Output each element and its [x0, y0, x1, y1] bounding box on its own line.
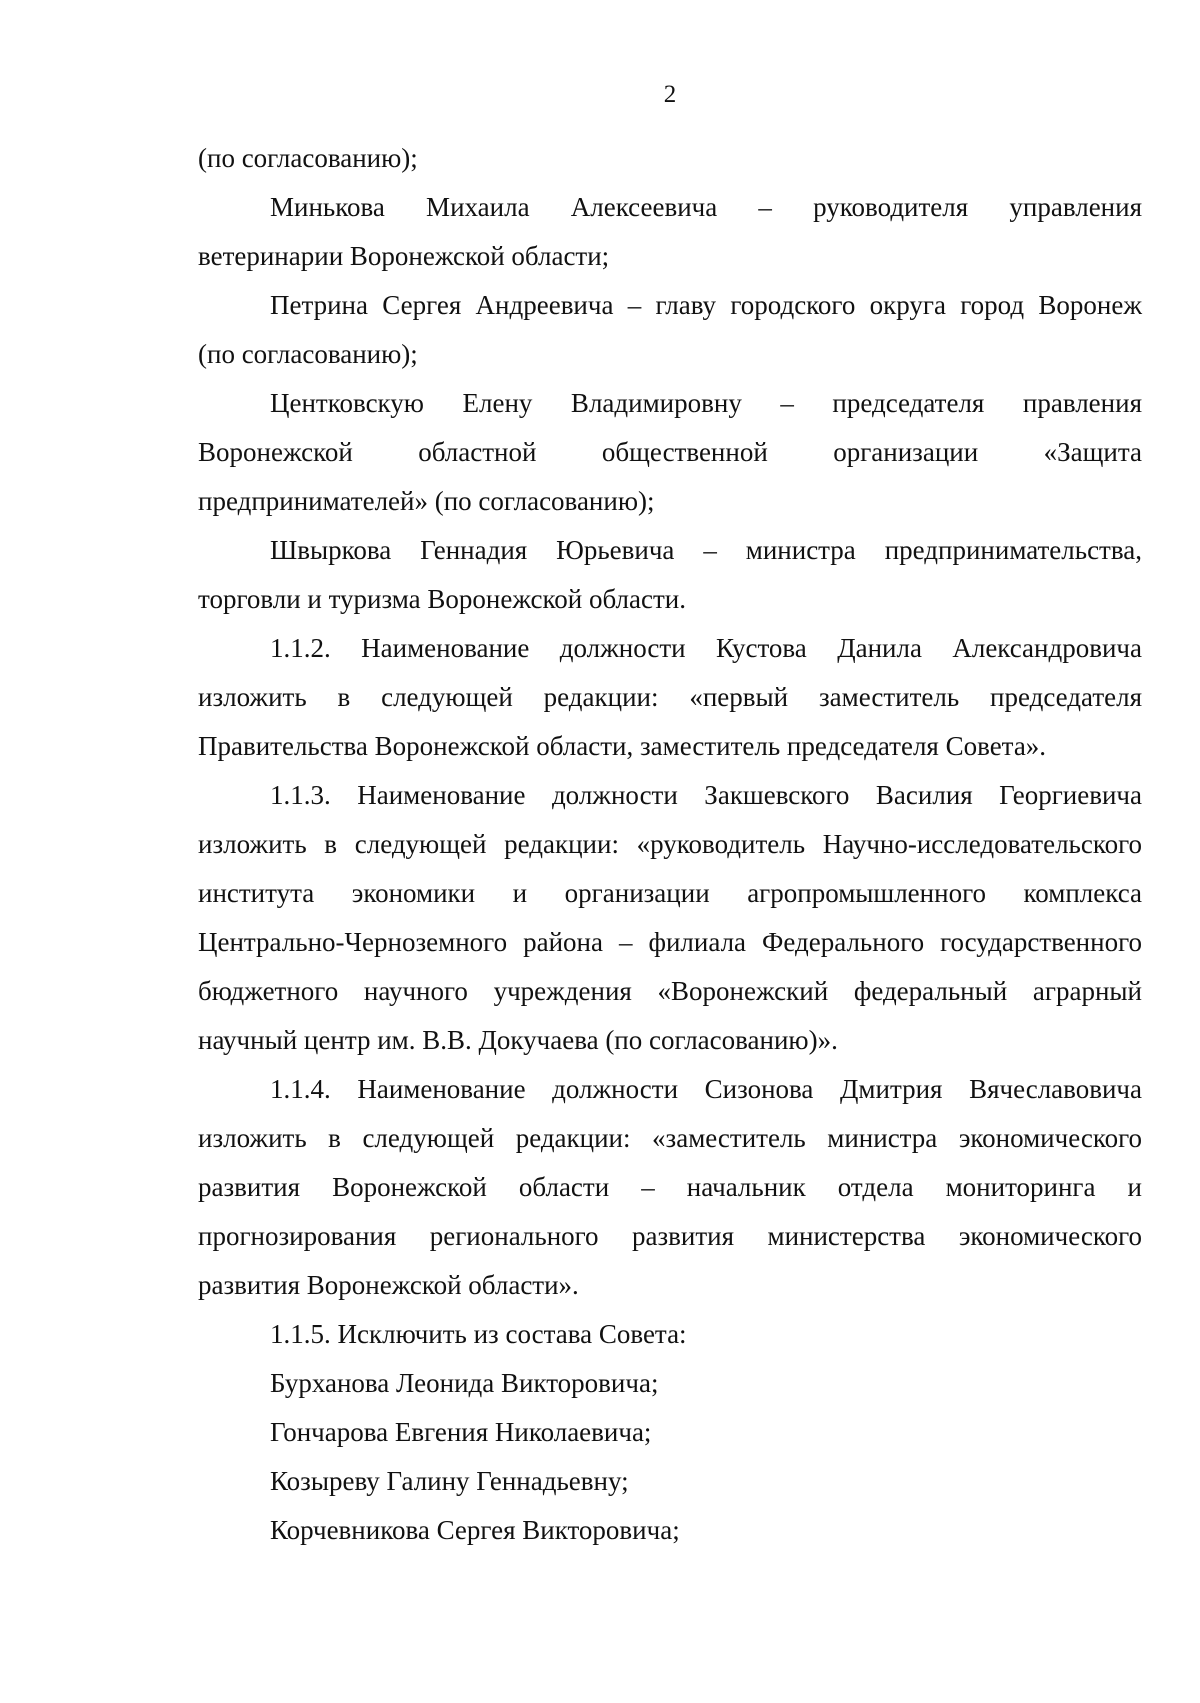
- text-line: Центрально-Черноземного района – филиала Федерального государственного: [198, 927, 1142, 957]
- text-line: 1.1.4. Наименование должности Сизонова Дмитрия Вячеславовича: [270, 1074, 1142, 1104]
- text-line: 1.1.5. Исключить из состава Совета:: [270, 1319, 687, 1349]
- text-line: Козыреву Галину Геннадьевну;: [270, 1466, 629, 1496]
- text-line: Бурханова Леонида Викторовича;: [270, 1368, 659, 1398]
- text-line: бюджетного научного учреждения «Воронежский федеральный аграрный: [198, 976, 1142, 1006]
- text-line: 1.1.2. Наименование должности Кустова Данила Александровича: [270, 633, 1142, 663]
- text-line: торговли и туризма Воронежской области.: [198, 584, 686, 614]
- text-line: (по согласованию);: [198, 339, 418, 369]
- text-line: развития Воронежской области».: [198, 1270, 579, 1300]
- text-line: предпринимателей» (по согласованию);: [198, 486, 655, 516]
- text-line: Петрина Сергея Андреевича – главу городского округа город Воронеж: [270, 290, 1142, 320]
- text-line: изложить в следующей редакции: «первый заместитель председателя: [198, 682, 1142, 712]
- page-number: 2: [663, 81, 677, 108]
- text-line: Правительства Воронежской области, заместитель председателя Совета».: [198, 731, 1047, 761]
- text-line: Воронежской областной общественной организации «Защита: [198, 437, 1142, 467]
- text-line: прогнозирования регионального развития министерства экономического: [198, 1221, 1142, 1251]
- text-line: Швыркова Геннадия Юрьевича – министра предпринимательства,: [270, 535, 1142, 565]
- text-line: Центковскую Елену Владимировну – председателя правления: [270, 388, 1142, 418]
- text-line: изложить в следующей редакции: «руководитель Научно-исследовательского: [198, 829, 1142, 859]
- text-line: Корчевникова Сергея Викторовича;: [270, 1515, 680, 1545]
- text-line: Минькова Михаила Алексеевича – руководителя управления: [270, 192, 1142, 222]
- text-line: Гончарова Евгения Николаевича;: [270, 1417, 652, 1447]
- text-line: 1.1.3. Наименование должности Закшевского Василия Георгиевича: [270, 780, 1142, 810]
- text-line: изложить в следующей редакции: «заместитель министра экономического: [198, 1123, 1142, 1153]
- document-body: [198, 134, 1142, 1555]
- text-line: (по согласованию);: [198, 143, 418, 173]
- text-line: научный центр им. В.В. Докучаева (по согласованию)».: [198, 1025, 838, 1055]
- text-line: института экономики и организации агропромышленного комплекса: [198, 878, 1142, 908]
- text-line: развития Воронежской области – начальник отдела мониторинга и: [198, 1172, 1142, 1202]
- text-line: ветеринарии Воронежской области;: [198, 241, 610, 271]
